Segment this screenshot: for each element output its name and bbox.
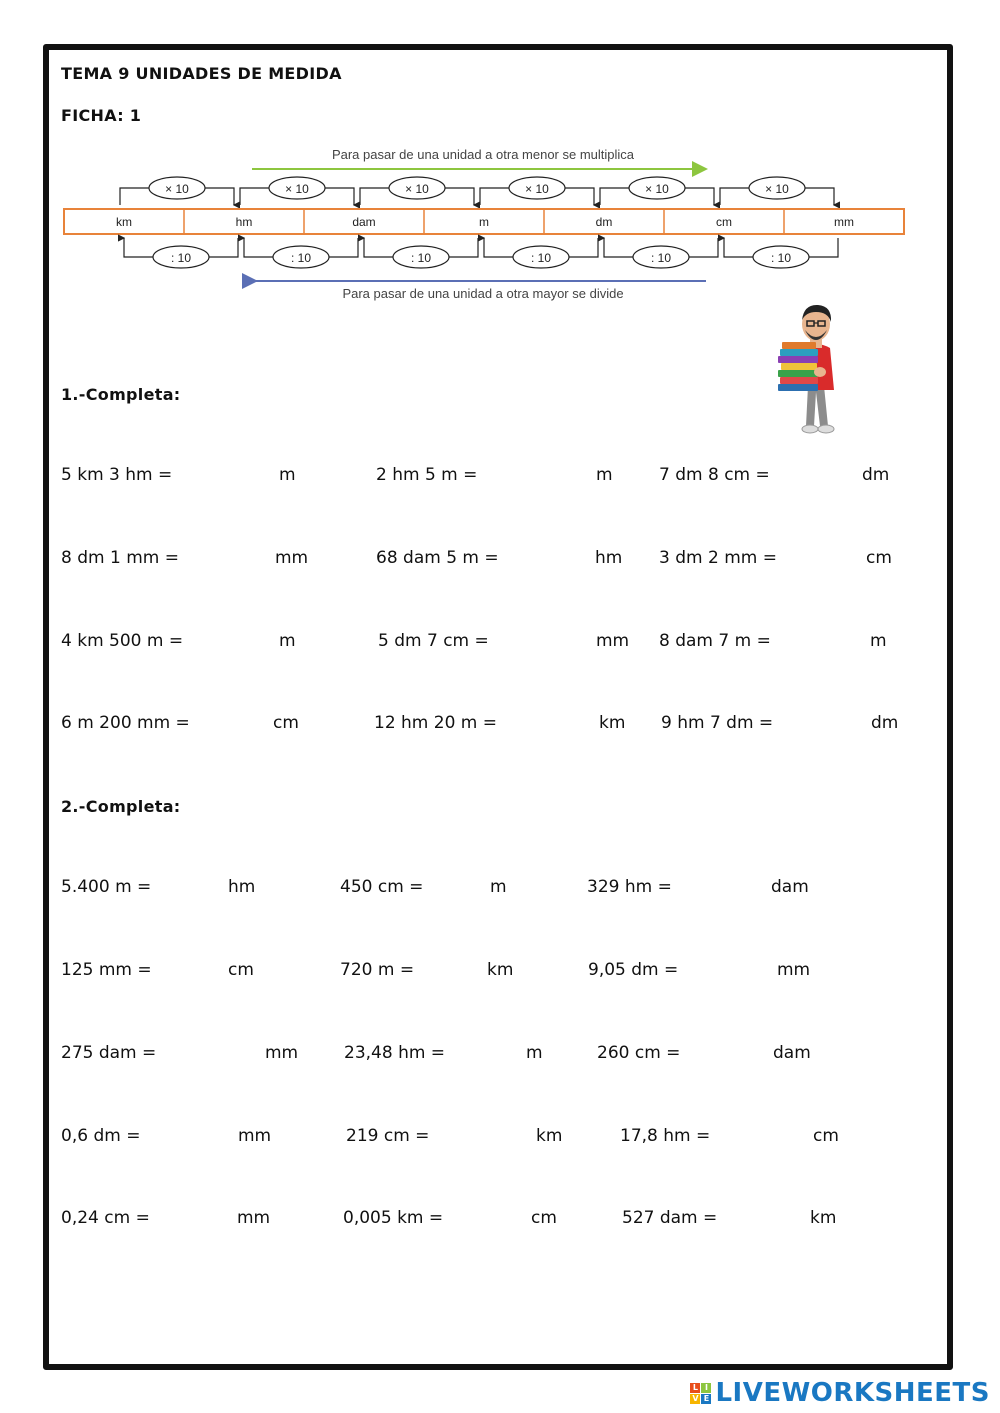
- exercise-expression: 4 km 500 m =: [61, 631, 184, 651]
- multiply-label: × 10: [405, 182, 429, 196]
- exercise-target-unit: km: [536, 1126, 563, 1146]
- exercise-target-unit: m: [279, 631, 296, 651]
- unit-conversion-diagram: [56, 140, 916, 305]
- section2-title: 2.-Completa:: [61, 797, 181, 816]
- logo-letter: V: [692, 1393, 699, 1403]
- exercise-expression: 527 dam =: [622, 1208, 718, 1228]
- liveworksheets-logo-icon: [690, 1383, 711, 1404]
- exercise-expression: 12 hm 20 m =: [374, 713, 498, 733]
- exercise-target-unit: cm: [531, 1208, 557, 1228]
- exercise-expression: 23,48 hm =: [344, 1043, 446, 1063]
- exercise-target-unit: m: [279, 465, 296, 485]
- exercise-target-unit: hm: [595, 548, 623, 568]
- divide-label: : 10: [290, 251, 312, 265]
- teacher-carrying-books-illustration: [772, 300, 852, 438]
- unit-label: dam: [352, 215, 376, 229]
- exercise-expression: 5 dm 7 cm =: [378, 631, 489, 651]
- logo-letter: E: [701, 1394, 711, 1404]
- exercise-expression: 450 cm =: [340, 877, 424, 897]
- exercise-expression: 7 dm 8 cm =: [659, 465, 770, 485]
- exercise-target-unit: km: [487, 960, 514, 980]
- exercise-target-unit: dam: [771, 877, 809, 897]
- exercise-target-unit: km: [599, 713, 626, 733]
- exercise-expression: 6 m 200 mm =: [61, 713, 190, 733]
- divide-label: : 10: [410, 251, 432, 265]
- exercise-target-unit: dm: [862, 465, 890, 485]
- exercise-target-unit: m: [526, 1043, 543, 1063]
- unit-label: m: [479, 215, 489, 229]
- exercise-expression: 0,6 dm =: [61, 1126, 141, 1146]
- exercise-expression: 17,8 hm =: [620, 1126, 711, 1146]
- exercise-expression: 2 hm 5 m =: [376, 465, 478, 485]
- divide-label: : 10: [170, 251, 192, 265]
- multiply-label: × 10: [285, 182, 309, 196]
- unit-label: hm: [235, 215, 253, 229]
- liveworksheets-brand: LIVEWORKSHEETS: [715, 1378, 990, 1408]
- unit-label: dm: [595, 215, 613, 229]
- exercise-target-unit: mm: [238, 1126, 272, 1146]
- exercise-expression: 8 dam 7 m =: [659, 631, 771, 651]
- diagram-top-caption: Para pasar de una unidad a otra menor se multiplica: [331, 147, 635, 162]
- exercise-expression: 125 mm =: [61, 960, 152, 980]
- exercise-target-unit: cm: [273, 713, 299, 733]
- multiply-loops: [120, 177, 834, 205]
- exercise-target-unit: cm: [866, 548, 892, 568]
- exercise-target-unit: cm: [813, 1126, 839, 1146]
- worksheet-sheet-number: FICHA: 1: [61, 106, 142, 125]
- multiply-label: × 10: [645, 182, 669, 196]
- exercise-expression: 9 hm 7 dm =: [661, 713, 774, 733]
- exercise-expression: 5 km 3 hm =: [61, 465, 173, 485]
- exercise-target-unit: m: [596, 465, 613, 485]
- section1-title: 1.-Completa:: [61, 385, 181, 404]
- exercise-target-unit: mm: [237, 1208, 271, 1228]
- exercise-expression: 219 cm =: [346, 1126, 430, 1146]
- exercise-expression: 0,24 cm =: [61, 1208, 150, 1228]
- diagram-bottom-caption: Para pasar de una unidad a otra mayor se divide: [342, 286, 624, 301]
- exercise-expression: 5.400 m =: [61, 877, 152, 897]
- exercise-target-unit: mm: [777, 960, 811, 980]
- liveworksheets-footer: [690, 1378, 990, 1408]
- exercise-expression: 260 cm =: [597, 1043, 681, 1063]
- logo-letter: I: [701, 1383, 711, 1393]
- multiply-label: × 10: [165, 182, 189, 196]
- worksheet-title: TEMA 9 UNIDADES DE MEDIDA: [61, 64, 342, 83]
- exercise-expression: 68 dam 5 m =: [376, 548, 499, 568]
- logo-letter: L: [690, 1383, 700, 1393]
- exercise-expression: 275 dam =: [61, 1043, 157, 1063]
- exercise-target-unit: km: [810, 1208, 837, 1228]
- exercise-expression: 720 m =: [340, 960, 415, 980]
- exercise-expression: 9,05 dm =: [588, 960, 679, 980]
- unit-label: km: [116, 215, 132, 229]
- exercise-target-unit: m: [490, 877, 507, 897]
- divide-label: : 10: [650, 251, 672, 265]
- exercise-expression: 8 dm 1 mm =: [61, 548, 179, 568]
- divide-label: : 10: [770, 251, 792, 265]
- exercise-expression: 0,005 km =: [343, 1208, 444, 1228]
- exercise-expression: 329 hm =: [587, 877, 672, 897]
- exercise-target-unit: mm: [275, 548, 309, 568]
- multiply-label: × 10: [765, 182, 789, 196]
- exercise-target-unit: mm: [265, 1043, 299, 1063]
- multiply-label: × 10: [525, 182, 549, 196]
- exercise-target-unit: cm: [228, 960, 254, 980]
- unit-label: cm: [716, 215, 732, 229]
- exercise-target-unit: dm: [871, 713, 899, 733]
- unit-label: mm: [834, 215, 854, 229]
- exercise-target-unit: m: [870, 631, 887, 651]
- exercise-expression: 3 dm 2 mm =: [659, 548, 777, 568]
- exercise-target-unit: dam: [773, 1043, 811, 1063]
- divide-loops: [124, 238, 838, 268]
- exercise-target-unit: mm: [596, 631, 630, 651]
- exercise-target-unit: hm: [228, 877, 256, 897]
- unit-cells: [116, 209, 854, 234]
- divide-label: : 10: [530, 251, 552, 265]
